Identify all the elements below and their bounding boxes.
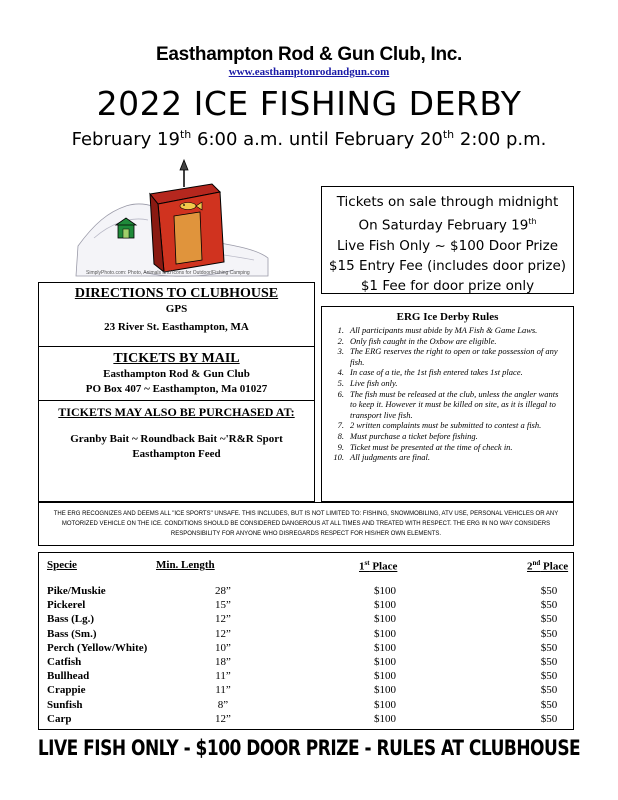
table-row — [39, 642, 575, 656]
mail-title: TICKETS BY MAIL — [113, 351, 240, 366]
rule-item: 4. In case of a tie, the 1st fish entered takes 1st place. — [337, 367, 523, 378]
header-first-place: 1st Place — [359, 559, 398, 573]
door-prize-fee-line: $1 Fee for door prize only — [360, 277, 535, 294]
safety-disclaimer: THE ERG RECOGNIZES AND DEEMS ALL "ICE SPORTS" UNSAFE. THIS INCLUDES, BUT IS NOT LIMITED TO: FISHING, SNOWMOBILING, ATV USE, PERSONAL VEHICLES OR ANY MOTORIZED VEHICLE ON THE ICE. CONDITIONS SHOULD BE CONSIDERED DANGEROUS AT ALL TIMES AND TREATED WITH RESPECT. THE ERG IN NO WAY CONSIDERS RESPONSIBILITY FOR ANYONE WHO DISREGARDS RESPECT FOR HIS/HER OWN ELEMENTS. — [38, 502, 574, 546]
header-specie: Specie — [47, 559, 77, 571]
rules-title: ERG Ice Derby Rules — [396, 311, 499, 323]
rule-item: 8. Must purchase a ticket before fishing. — [337, 430, 478, 441]
first-place-cell: $100 — [374, 670, 396, 683]
length-cell: 12” — [215, 613, 231, 626]
ticket-sale-line: Tickets on sale through midnight — [336, 194, 559, 210]
entry-fee-line: $15 Entry Fee (includes door prize) — [328, 257, 567, 274]
club-website-link[interactable]: www.easthamptonrodandgun.com — [228, 66, 390, 78]
length-cell: 10” — [215, 641, 231, 654]
second-place-cell: $50 — [540, 599, 558, 612]
clubhouse-address: 23 River St. Easthampton, MA — [104, 321, 249, 333]
mail-address: PO Box 407 ~ Easthampton, Ma 01027 — [85, 383, 268, 395]
second-place-cell: $50 — [540, 585, 558, 597]
ice-fishing-shack-illustration — [74, 154, 270, 280]
rule-item: 1. All participants must abide by MA Fish & Game Laws. — [337, 325, 538, 335]
specie-cell: Carp — [47, 712, 72, 725]
table-row — [39, 699, 575, 713]
table-row — [39, 713, 575, 727]
rules-box — [321, 306, 574, 502]
ticket-sale-date: On Saturday February 19th — [358, 217, 537, 234]
rule-item: 7. 2 written complaints must be submitted to contest a fish. — [337, 420, 542, 431]
table-row — [39, 613, 575, 627]
first-place-cell: $100 — [374, 613, 396, 626]
length-cell: 15” — [215, 599, 231, 612]
specie-cell: Bass (Sm.) — [47, 627, 97, 640]
table-row — [39, 670, 575, 684]
first-place-cell: $100 — [374, 599, 396, 612]
purchase-locations: Granby Bait ~ Roundback Bait ~'R&R Sport — [70, 433, 283, 445]
specie-cell: Sunfish — [47, 698, 83, 711]
club-name: Easthampton Rod & Gun Club, Inc. — [155, 44, 462, 65]
rule-item: 3. The ERG reserves the right to open or take possession of any fish. — [337, 346, 558, 367]
specie-cell: Pickerel — [47, 599, 86, 612]
specie-cell: Bullhead — [47, 670, 90, 683]
page-title: 2022 ICE FISHING DERBY — [96, 84, 522, 123]
directions-section — [39, 283, 314, 347]
prize-table — [38, 552, 574, 730]
length-cell: 12” — [215, 627, 231, 640]
first-place-cell: $100 — [374, 712, 396, 725]
length-cell: 28” — [215, 585, 231, 597]
rule-item: 6. The fish must be released at the club, unless the angler wants to keep it. However it must be killed on site, as it is illegal to transport live fish. — [337, 388, 559, 420]
specie-cell: Bass (Lg.) — [47, 613, 95, 626]
rule-item: 9. Ticket must be presented at the time of check in. — [337, 441, 513, 452]
table-row — [39, 684, 575, 698]
header-second-place: 2nd Place — [527, 559, 569, 573]
specie-cell: Crappie — [47, 684, 86, 697]
table-row — [39, 628, 575, 642]
purchase-title: TICKETS MAY ALSO BE PURCHASED AT: — [58, 405, 295, 419]
footer-banner: LIVE FISH ONLY - $100 DOOR PRIZE - RULES AT CLUBHOUSE — [37, 736, 581, 761]
ticket-info-box — [321, 186, 574, 294]
directions-title: DIRECTIONS TO CLUBHOUSE — [74, 286, 279, 301]
second-place-cell: $50 — [540, 712, 558, 725]
purchase-locations-2: Easthampton Feed — [132, 448, 221, 460]
rule-item: 2. Only fish caught in the Oxbow are eligible. — [337, 335, 497, 346]
first-place-cell: $100 — [374, 627, 396, 640]
mail-name: Easthampton Rod & Gun Club — [103, 368, 250, 380]
table-row — [39, 656, 575, 670]
second-place-cell: $50 — [540, 613, 558, 626]
second-place-cell: $50 — [540, 670, 558, 683]
club-info-box — [38, 282, 315, 502]
first-place-cell: $100 — [374, 698, 396, 711]
specie-cell: Catfish — [47, 656, 82, 668]
gps-label: GPS — [165, 303, 188, 315]
table-row — [39, 599, 575, 613]
first-place-cell: $100 — [374, 656, 396, 668]
length-cell: 11” — [215, 684, 231, 697]
second-place-cell: $50 — [540, 641, 558, 654]
first-place-cell: $100 — [374, 641, 396, 654]
door-prize-line: Live Fish Only ~ $100 Door Prize — [336, 237, 559, 254]
length-cell: 18” — [215, 656, 231, 668]
illustration-caption: SimplyPhoto.com: Photo, Animals and Icons for Outdoor/Fishing Camping — [86, 270, 250, 276]
second-place-cell: $50 — [540, 698, 558, 711]
second-place-cell: $50 — [540, 684, 558, 697]
specie-cell: Perch (Yellow/White) — [47, 641, 148, 654]
rule-item: 5. Live fish only. — [337, 377, 398, 388]
specie-cell: Pike/Muskie — [47, 585, 106, 597]
table-row — [39, 585, 575, 599]
length-cell: 8” — [217, 698, 229, 711]
mail-section — [39, 347, 314, 401]
rule-item: 10. All judgments are final. — [333, 452, 430, 463]
first-place-cell: $100 — [374, 585, 396, 597]
second-place-cell: $50 — [540, 627, 558, 640]
purchase-section — [39, 401, 314, 462]
rules-list — [328, 325, 567, 463]
length-cell: 11” — [215, 670, 231, 683]
second-place-cell: $50 — [540, 656, 558, 668]
length-cell: 12” — [215, 712, 231, 725]
first-place-cell: $100 — [374, 684, 396, 697]
derby-dates: February 19th 6:00 a.m. until February 20th 2:00 p.m. — [71, 128, 547, 150]
header-min-length: Min. Length — [156, 559, 215, 571]
